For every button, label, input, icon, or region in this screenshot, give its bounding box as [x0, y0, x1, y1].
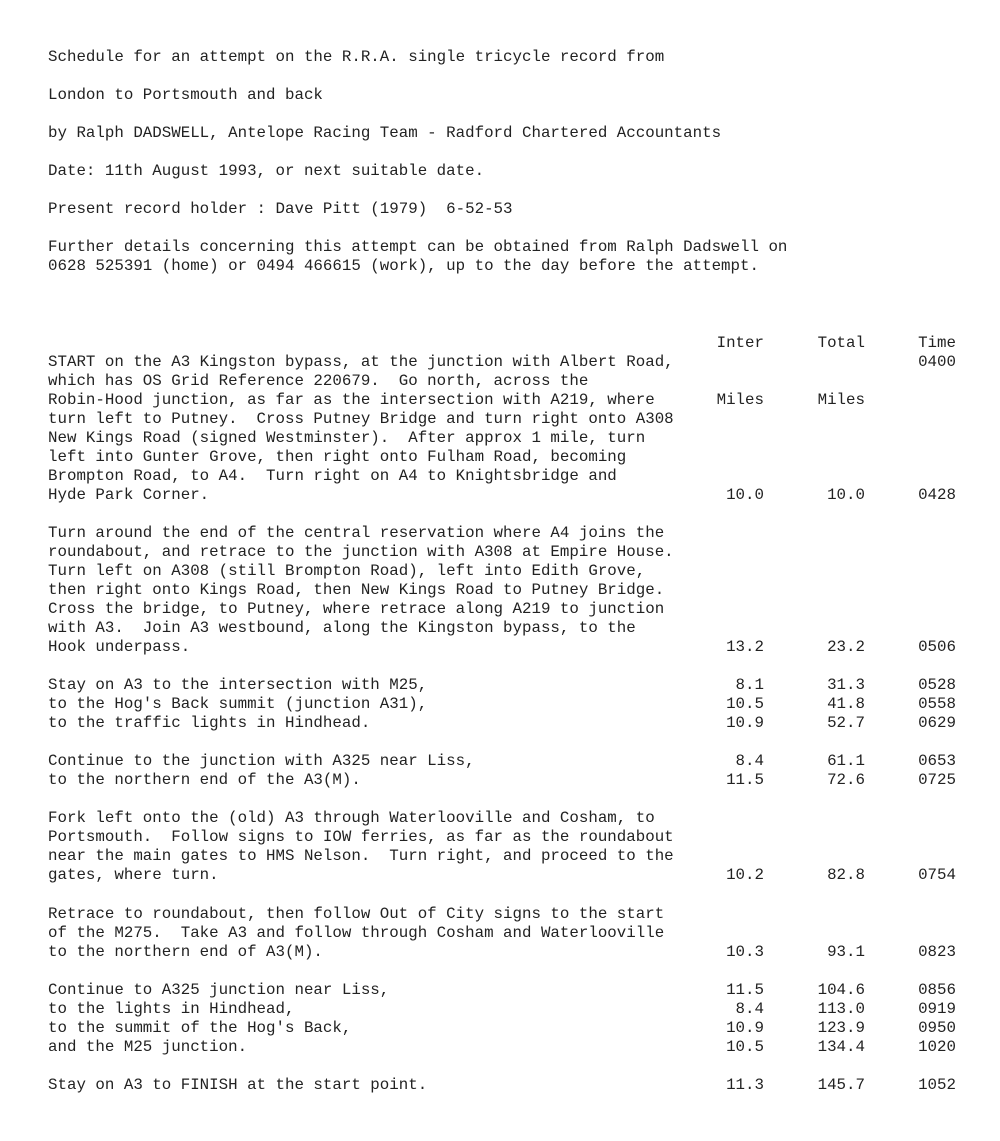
schedule-row — [48, 391, 968, 410]
time-value: 0506 — [918, 638, 956, 656]
inter-miles: 10.9 — [726, 714, 764, 732]
schedule-row — [48, 981, 968, 1000]
inter-miles: 13.2 — [726, 638, 764, 656]
route-text: Continue to A325 junction near Liss, — [48, 981, 390, 999]
schedule-row — [48, 828, 968, 847]
time-value: 1020 — [918, 1038, 956, 1056]
inter-miles: 11.5 — [726, 771, 764, 789]
route-text: left into Gunter Grove, then right onto Fulham Road, becoming — [48, 448, 627, 466]
time-value: 1052 — [918, 1076, 956, 1094]
schedule-row — [48, 410, 968, 429]
time-value: 0950 — [918, 1019, 956, 1037]
intro-line: Schedule for an attempt on the R.R.A. single tricycle record from — [48, 48, 665, 66]
schedule-row — [48, 429, 968, 448]
schedule-row — [48, 638, 968, 657]
schedule-row — [48, 600, 968, 619]
time-value: 0653 — [918, 752, 956, 770]
route-text: to the northern end of A3(M). — [48, 943, 323, 961]
inter-miles: 8.4 — [735, 1000, 764, 1018]
schedule-row — [48, 372, 968, 391]
total-miles: 23.2 — [827, 638, 865, 656]
route-text: and the M25 junction. — [48, 1038, 248, 1056]
schedule-row — [48, 809, 968, 828]
inter-miles: 10.5 — [726, 695, 764, 713]
time-value: 0856 — [918, 981, 956, 999]
route-text: near the main gates to HMS Nelson. Turn right, and proceed to the — [48, 847, 674, 865]
schedule-row — [48, 1000, 968, 1019]
intro-line: Present record holder : Dave Pitt (1979) 6-52-53 — [48, 200, 513, 218]
route-text: which has OS Grid Reference 220679. Go north, across the — [48, 372, 589, 390]
route-text: Turn left on A308 (still Brompton Road), left into Edith Grove, — [48, 562, 646, 580]
route-text: Hook underpass. — [48, 638, 191, 656]
route-text: Hyde Park Corner. — [48, 486, 210, 504]
intro-line: London to Portsmouth and back — [48, 86, 323, 104]
schedule-row — [48, 695, 968, 714]
time-value: 0823 — [918, 943, 956, 961]
schedule-row — [48, 676, 968, 695]
total-header-line1: Total — [817, 334, 865, 352]
schedule-row — [48, 562, 968, 581]
route-text: gates, where turn. — [48, 866, 219, 884]
time-value: 0400 — [918, 353, 956, 371]
inter-header-line2: Miles — [716, 391, 764, 409]
time-value: 0919 — [918, 1000, 956, 1018]
total-miles: 104.6 — [817, 981, 865, 999]
route-text: roundabout, and retrace to the junction with A308 at Empire House. — [48, 543, 674, 561]
route-text: with A3. Join A3 westbound, along the Kingston bypass, to the — [48, 619, 636, 637]
total-miles: 31.3 — [827, 676, 865, 694]
inter-miles: 10.0 — [726, 486, 764, 504]
route-text: to the northern end of the A3(M). — [48, 771, 361, 789]
schedule-row — [48, 1019, 968, 1038]
route-text: START on the A3 Kingston bypass, at the junction with Albert Road, — [48, 353, 674, 371]
route-text: Continue to the junction with A325 near Liss, — [48, 752, 475, 770]
schedule-row — [48, 448, 968, 467]
intro-line: Further details concerning this attempt can be obtained from Ralph Dadswell on — [48, 238, 788, 256]
schedule-row — [48, 943, 968, 962]
route-text: Brompton Road, to A4. Turn right on A4 to Knightsbridge and — [48, 467, 617, 485]
route-text: to the Hog's Back summit (junction A31), — [48, 695, 428, 713]
inter-miles: 10.5 — [726, 1038, 764, 1056]
time-value: 0754 — [918, 866, 956, 884]
schedule-row — [48, 353, 968, 372]
schedule-row — [48, 905, 968, 924]
total-miles: 123.9 — [817, 1019, 865, 1037]
inter-miles: 11.5 — [726, 981, 764, 999]
route-text: Cross the bridge, to Putney, where retrace along A219 to junction — [48, 600, 665, 618]
time-header-line1: Time — [918, 334, 956, 352]
inter-miles: 8.4 — [735, 752, 764, 770]
route-text: Stay on A3 to FINISH at the start point. — [48, 1076, 428, 1094]
route-text: Stay on A3 to the intersection with M25, — [48, 676, 428, 694]
total-miles: 145.7 — [817, 1076, 865, 1094]
time-value: 0528 — [918, 676, 956, 694]
total-miles: 41.8 — [827, 695, 865, 713]
schedule-row — [48, 866, 968, 885]
route-text: Portsmouth. Follow signs to IOW ferries, as far as the roundabout — [48, 828, 674, 846]
schedule-row — [48, 1038, 968, 1057]
time-value: 0629 — [918, 714, 956, 732]
schedule-row — [48, 524, 968, 543]
schedule-row — [48, 847, 968, 866]
schedule-row — [48, 467, 968, 486]
route-text: to the traffic lights in Hindhead. — [48, 714, 371, 732]
inter-miles: 10.2 — [726, 866, 764, 884]
inter-miles: 11.3 — [726, 1076, 764, 1094]
route-text: Turn around the end of the central reservation where A4 joins the — [48, 524, 665, 542]
route-text: Robin-Hood junction, as far as the intersection with A219, where — [48, 391, 655, 409]
schedule-row — [48, 619, 968, 638]
route-text: Retrace to roundabout, then follow Out of City signs to the start — [48, 905, 665, 923]
schedule-row — [48, 752, 968, 771]
time-value: 0725 — [918, 771, 956, 789]
route-text: then right onto Kings Road, then New Kings Road to Putney Bridge. — [48, 581, 665, 599]
inter-miles: 8.1 — [735, 676, 764, 694]
route-text: New Kings Road (signed Westminster). After approx 1 mile, turn — [48, 429, 646, 447]
total-miles: 72.6 — [827, 771, 865, 789]
time-value: 0558 — [918, 695, 956, 713]
schedule-row — [48, 1076, 968, 1095]
intro-line: 0628 525391 (home) or 0494 466615 (work), up to the day before the attempt. — [48, 257, 759, 275]
inter-header-line1: Inter — [716, 334, 764, 352]
route-text: Fork left onto the (old) A3 through Waterlooville and Cosham, to — [48, 809, 655, 827]
schedule-row — [48, 771, 968, 790]
total-miles: 113.0 — [817, 1000, 865, 1018]
total-miles: 134.4 — [817, 1038, 865, 1056]
total-miles: 52.7 — [827, 714, 865, 732]
schedule-row — [48, 486, 968, 505]
route-text: turn left to Putney. Cross Putney Bridge and turn right onto A308 — [48, 410, 674, 428]
route-text: of the M275. Take A3 and follow through Cosham and Waterlooville — [48, 924, 665, 942]
schedule-row — [48, 924, 968, 943]
intro-line: by Ralph DADSWELL, Antelope Racing Team - Radford Chartered Accountants — [48, 124, 722, 142]
schedule-row — [48, 714, 968, 733]
schedule-row — [48, 581, 968, 600]
total-miles: 93.1 — [827, 943, 865, 961]
total-miles: 82.8 — [827, 866, 865, 884]
inter-miles: 10.3 — [726, 943, 764, 961]
route-text: to the lights in Hindhead, — [48, 1000, 295, 1018]
schedule-row — [48, 543, 968, 562]
inter-miles: 10.9 — [726, 1019, 764, 1037]
total-miles: 61.1 — [827, 752, 865, 770]
time-value: 0428 — [918, 486, 956, 504]
route-text: to the summit of the Hog's Back, — [48, 1019, 352, 1037]
intro-line: Date: 11th August 1993, or next suitable date. — [48, 162, 485, 180]
total-header-line2: Miles — [817, 391, 865, 409]
total-miles: 10.0 — [827, 486, 865, 504]
